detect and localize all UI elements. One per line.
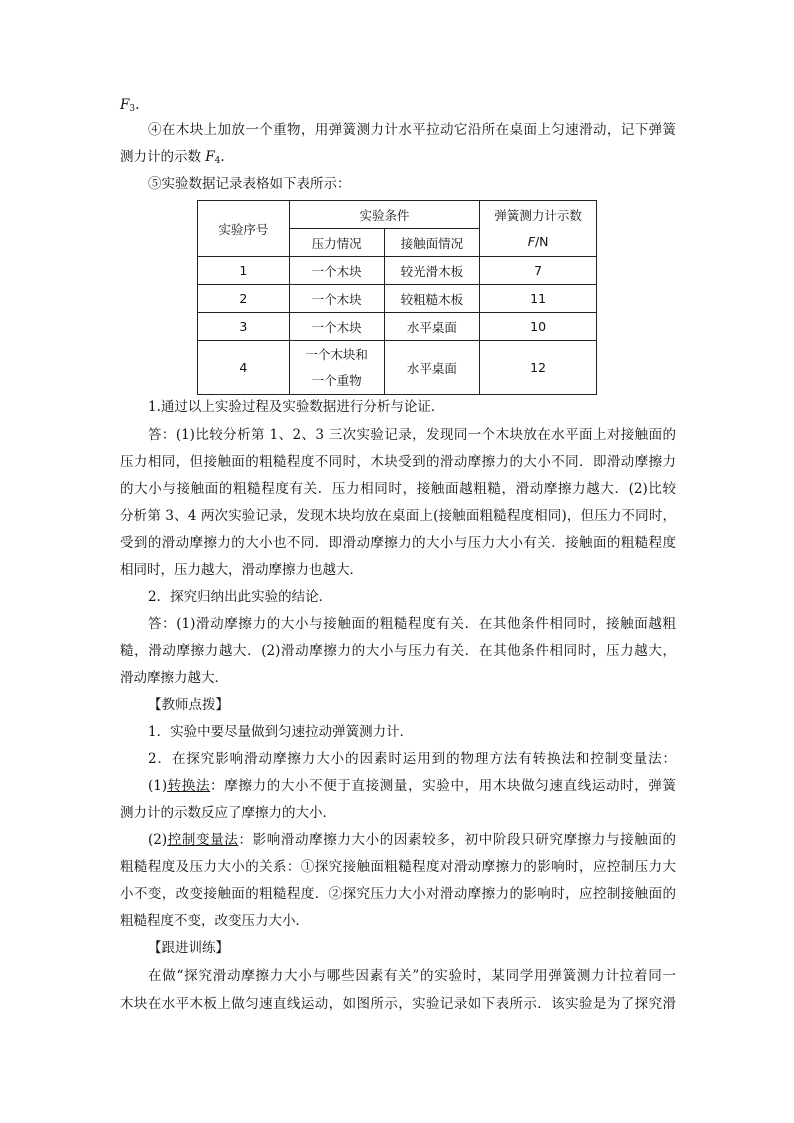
experiment-table — [197, 200, 597, 395]
cell-surface: 水平桌面 — [384, 313, 480, 341]
answer-1-line-3: 的大小与接触面的粗糙程度有关．压力相同时，接触面越粗糙，滑动摩擦力越大．(2)比较 — [120, 481, 676, 497]
header-pressure: 压力情况 — [289, 229, 384, 257]
step-5: ⑤实验数据记录表格如下表所示： — [148, 176, 351, 192]
header-conditions: 实验条件 — [289, 201, 480, 229]
text: 测力计的示数 — [120, 149, 201, 165]
answer-1-line-1: 答：(1)比较分析第 1、2、3 三次实验记录，发现同一个木块放在水平面上对接触面的 — [148, 427, 676, 443]
answer-2-line-1: 答：(1)滑动摩擦力的大小与接触面的粗糙程度有关．在其他条件相同时，接触面越粗 — [148, 616, 676, 632]
answer-1-line-5: 受到的滑动摩擦力的大小也不同．即滑动摩擦力的大小与压力大小有关．接触面的粗糙程度 — [120, 535, 676, 551]
cell-pressure-line-1: 一个木块和 — [305, 346, 368, 362]
label: (1) — [148, 778, 168, 794]
teacher-point-3-line-2: 测力计的示数反应了摩擦力的大小． — [120, 805, 336, 821]
cell-pressure: 一个木块 — [289, 257, 384, 285]
var-f: F — [527, 233, 535, 249]
text: ：影响滑动摩擦力大小的因素较多，初中阶段只研究摩擦力与接触面的 — [238, 832, 676, 848]
teacher-point-4-line-1 — [148, 829, 676, 851]
question-2: 2．探究归纳出此实验的结论． — [148, 589, 333, 605]
cell-pressure: 一个木块 — [289, 313, 384, 341]
cell-seq: 4 — [198, 341, 290, 395]
term-conversion-method: 转换法 — [167, 778, 211, 794]
subscript: 4 — [214, 156, 221, 166]
cell-pressure-line-2: 一个重物 — [311, 372, 362, 388]
punct: . — [135, 97, 140, 113]
teacher-point-1: 1．实验中要尽量做到匀速拉动弹簧测力计． — [148, 724, 414, 740]
cell-pressure: 一个木块 — [289, 285, 384, 313]
header-surface: 接触面情况 — [384, 229, 480, 257]
header-reading-label: 弹簧测力计示数 — [494, 207, 582, 223]
text: ：摩擦力的大小不便于直接测量，实验中，用木块做匀速直线运动时，弹簧 — [210, 778, 677, 794]
cell-force: 12 — [480, 341, 597, 395]
teacher-point-4-line-4: 粗糙程度不变，改变压力大小． — [120, 913, 309, 929]
answer-2-line-3: 滑动摩擦力越大． — [120, 670, 228, 686]
cell-pressure — [289, 341, 384, 395]
punct: . — [220, 149, 225, 165]
var-f: F — [120, 97, 130, 113]
answer-1-line-4: 分析第 3、4 两次实验记录，发现木块均放在桌面上(接触面粗糙程度相同)，但压力不同时， — [120, 508, 676, 524]
teacher-point-3-line-1 — [148, 775, 676, 797]
teacher-point-4-line-2: 粗糙程度及压力大小的关系：①探究接触面粗糙程度对滑动摩擦力的影响时，应控制压力大 — [120, 859, 676, 875]
teacher-heading: 【教师点拨】 — [148, 697, 229, 713]
table-row — [198, 257, 597, 285]
unit: /N — [534, 233, 549, 249]
subscript: 3 — [129, 104, 136, 114]
table-row — [198, 341, 597, 395]
training-line-1: 在做“探究滑动摩擦力大小与哪些因素有关”的实验时，某同学用弹簧测力计拉着同一 — [148, 968, 676, 984]
answer-1-line-2: 压力相同，但接触面的粗糙程度不同时，木块受到的滑动摩擦力的大小不同．即滑动摩擦力 — [120, 454, 676, 470]
training-heading: 【跟进训练】 — [148, 940, 229, 956]
f3-tail — [120, 94, 139, 120]
header-reading — [480, 201, 597, 257]
var-f: F — [205, 149, 215, 165]
cell-force: 11 — [480, 285, 597, 313]
cell-seq: 1 — [198, 257, 290, 285]
teacher-point-2: 2．在探究影响滑动摩擦力大小的因素时运用到的物理方法有转换法和控制变量法： — [148, 751, 676, 767]
teacher-point-4-line-3: 小不变，改变接触面的粗糙程度．②探究压力大小对滑动摩擦力的影响时，应控制接触面的 — [120, 886, 676, 902]
table-row — [198, 285, 597, 313]
step-4-line-2 — [120, 146, 225, 172]
question-1: 1.通过以上实验过程及实验数据进行分析与论证． — [148, 399, 445, 415]
answer-2-line-2: 糙，滑动摩擦力越大．(2)滑动摩擦力的大小与压力有关．在其他条件相同时，压力越大， — [120, 643, 676, 659]
cell-force: 10 — [480, 313, 597, 341]
cell-surface: 较粗糙木板 — [384, 285, 480, 313]
answer-1-line-6: 相同时，压力越大，滑动摩擦力也越大． — [120, 562, 363, 578]
training-line-2: 木块在水平木板上做匀速直线运动，如图所示，实验记录如下表所示．该实验是为了探究滑 — [120, 996, 676, 1012]
cell-force: 7 — [480, 257, 597, 285]
step-4-line-1: ④在木块上加放一个重物，用弹簧测力计水平拉动它沿所在桌面上匀速滑动，记下弹簧 — [148, 122, 676, 138]
label: (2) — [148, 832, 168, 848]
cell-surface: 较光滑木板 — [384, 257, 480, 285]
cell-seq: 3 — [198, 313, 290, 341]
cell-surface: 水平桌面 — [384, 341, 480, 395]
header-seq: 实验序号 — [198, 201, 290, 257]
term-control-variable-method: 控制变量法 — [167, 832, 239, 848]
table-row — [198, 313, 597, 341]
cell-seq: 2 — [198, 285, 290, 313]
